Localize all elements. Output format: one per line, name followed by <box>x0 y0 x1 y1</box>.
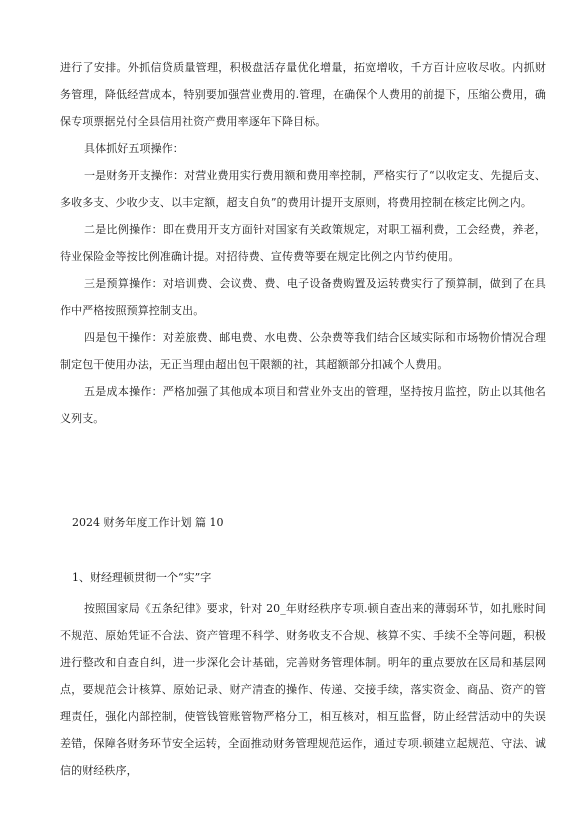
operation-4-paragraph: 四是包干操作：对差旅费、邮电费、水电费、公杂费等我们结合区域实际和市场物价情况合理制定包干使用办法，无正当理由超出包干限额的社，其超额部分扣减个人费用。 <box>60 331 546 371</box>
operation-2-paragraph: 二是比例操作：即在费用开支方面针对国家有关政策规定，对职工福利费，工会经费，养老，待业保险金等按比例准确计提。对招待费、宣传费等要在规定比例之内节约使用。 <box>60 223 546 263</box>
document-body-top <box>60 54 546 432</box>
operation-5-paragraph: 五是成本操作：严格加强了其他成本项目和营业外支出的管理，坚持按月监控，防止以其他名义列支。 <box>60 385 546 425</box>
document-section-title: 2024 财务年度工作计划 篇 10 <box>72 516 224 529</box>
operation-3-paragraph: 三是预算操作：对培训费、会议费、费、电子设备费购置及运转费实行了预算制，做到了在具作中严格按照预算控制支出。 <box>60 277 546 317</box>
section-1-body: 按照国家局《五条纪律》要求，针对 20_年财经秩序专项.顿自查出来的薄弱环节，如扎账时间不规范、原始凭证不合法、资产管理不科学、财务收支不合规、核算不实、手续不全等问题，积极进行整改和自查自纠，进一步深化会计基础，完善财务管理体制。明年的重点要放在区局和基层网点，要规范会计核算、原始记录、财产清查的操作、传递、交接手续，落实资金、商品、资产的管理责任，强化内部控制，使管钱管账管物严格分工，相互核对，相互监督，防止经营活动中的失误差错，保障各财务环节安全运转，全面推动财务管理规范运作，通过专项.顿建立起规范、守法、诚信的财经秩序， <box>60 602 546 777</box>
five-operations-intro: 具体抓好五项操作： <box>84 142 184 155</box>
operation-1-paragraph: 一是财务开支操作：对营业费用实行费用额和费用率控制，严格实行了“以收定支、先提后支、多收多支、少收少支、以丰定额，超支自负”的费用计提开支原则，将费用控制在核定比例之内。 <box>60 169 546 209</box>
document-body-bottom <box>60 595 546 784</box>
continued-paragraph: 进行了安排。外抓信贷质量管理，积极盘活存量优化增量，拓宽增收，千方百计应收尽收。内抓财务管理，降低经营成本，特别要加强营业费用的.管理，在确保个人费用的前提下，压缩公费用，确保专项票据兑付全县信用社资产费用率逐年下降目标。 <box>60 61 546 128</box>
section-1-heading: 1、财经理顿贯彻一个“实”字 <box>72 571 212 584</box>
